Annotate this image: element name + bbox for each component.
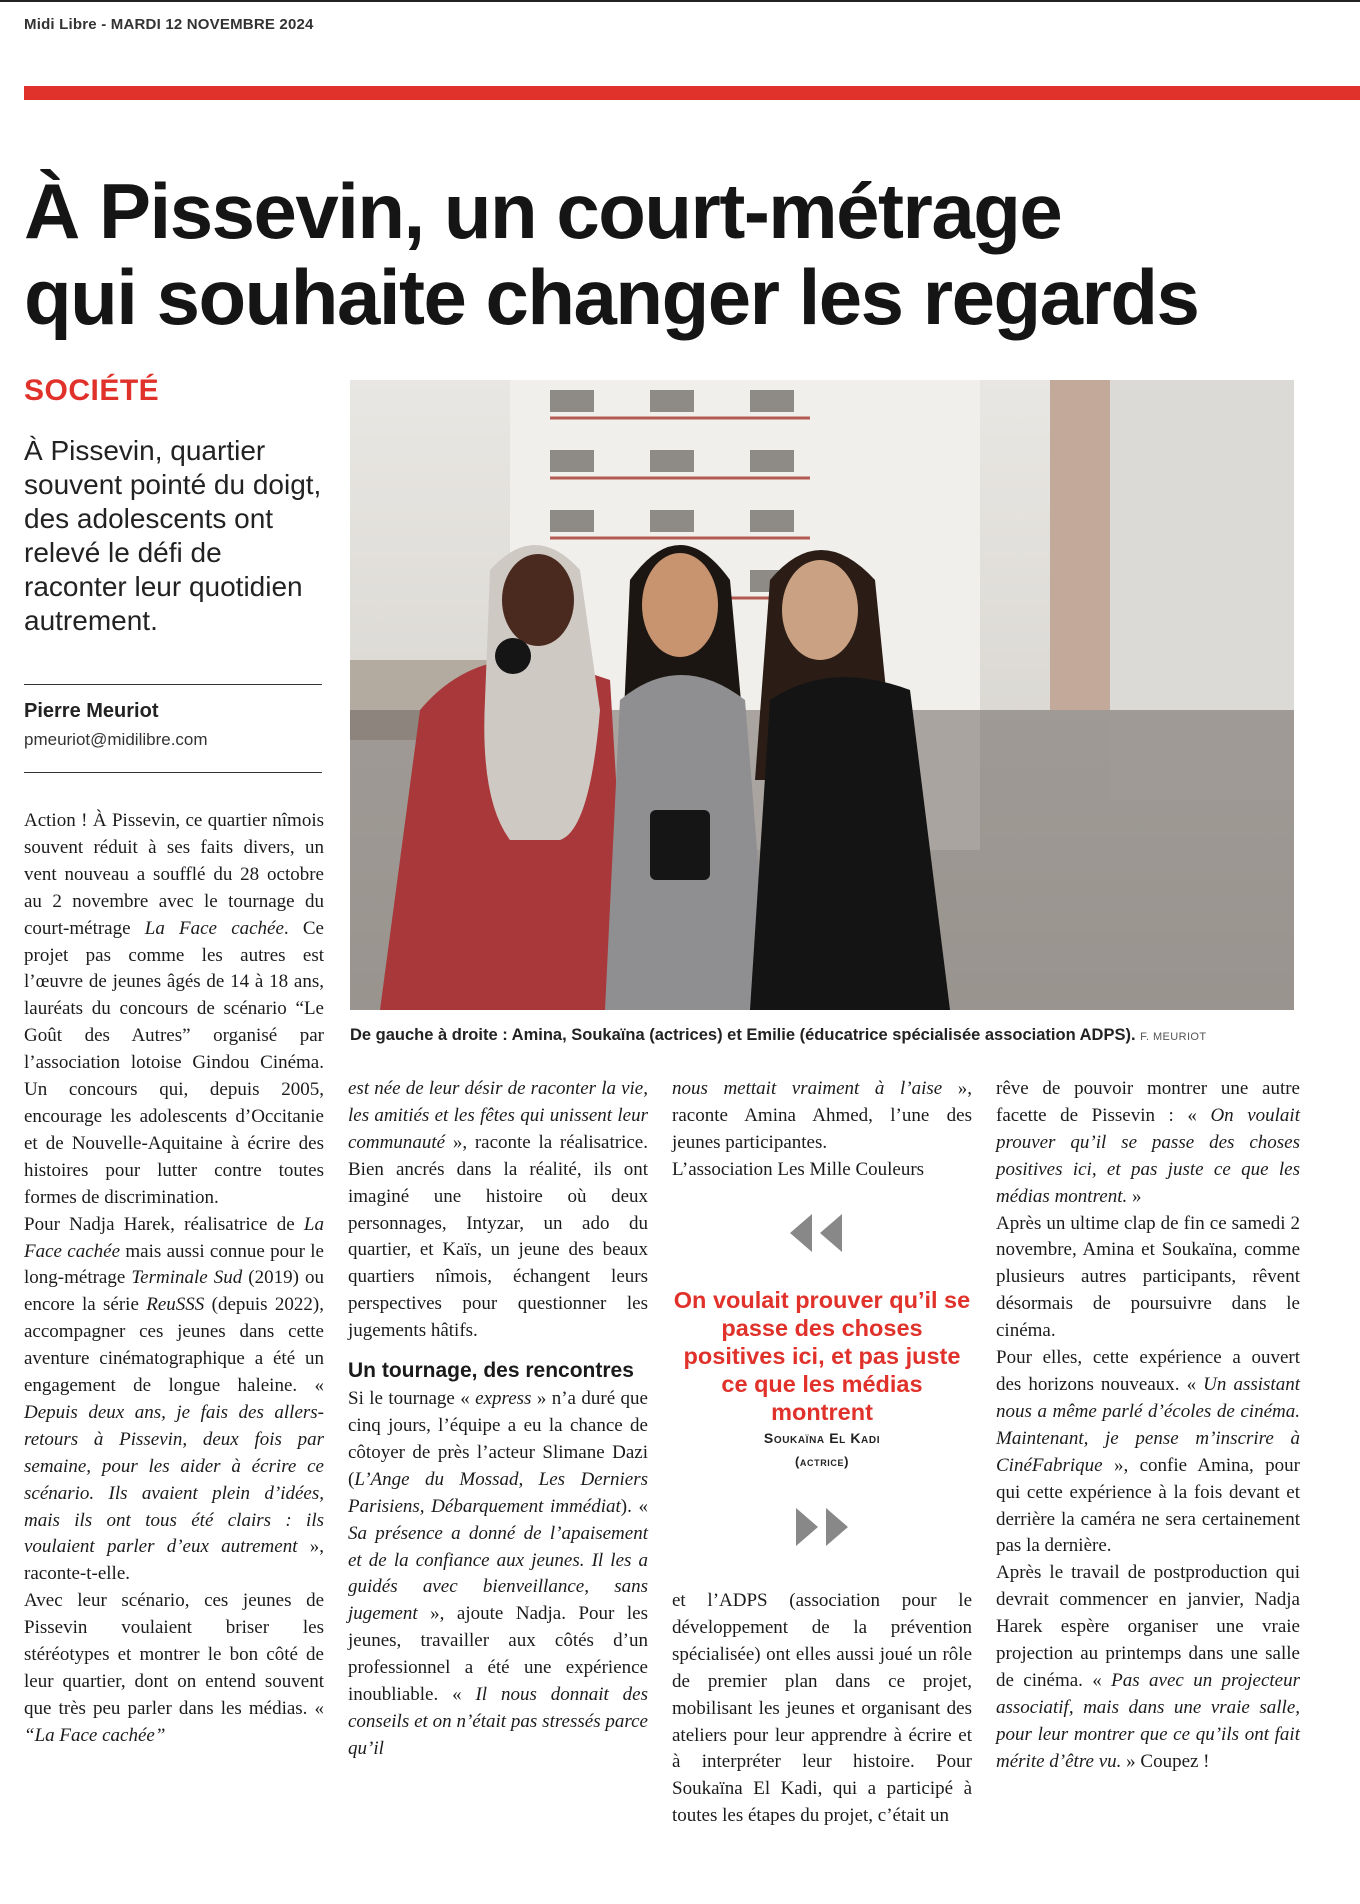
body-paragraph: Pour elles, cette expérience a ouvert des horizons nouveaux. « Un assistant nous a même parlé d’écoles de cinéma. Maintenant, je pense m’inscrire à CinéFabrique », confie Amina, pour qui cette expérience à la fois devant et derrière la caméra ne sera certainement pas la dernière. <box>996 1347 1300 1557</box>
body-paragraph: Avec leur scénario, ces jeunes de Pissevin voulaient briser les stéréotypes et montrer le bon côté de leur quartier, dont on entend souvent que très peu parler dans les médias. « “La Face cachée” <box>24 1590 324 1746</box>
issue-date: MARDI 12 NOVEMBRE 2024 <box>110 16 314 33</box>
section-label: SOCIÉTÉ <box>24 374 160 407</box>
article-column-1 <box>24 808 324 1750</box>
pull-quote: On voulait prouver qu’il se passe des choses positives ici, et pas juste ce que les médias montrent <box>673 1287 971 1425</box>
top-rule <box>0 0 1360 2</box>
article-photo <box>350 380 1294 1010</box>
photo-credit: F. MEURIOT <box>1140 1031 1207 1043</box>
body-paragraph: Après un ultime clap de fin ce samedi 2 novembre, Amina et Soukaïna, comme plusieurs autres participants, rêvent désormais de poursuivre dans le cinéma. <box>996 1212 1300 1342</box>
body-paragraph: Si le tournage « express » n’a duré que cinq jours, l’équipe a eu la chance de côtoyer de près l’acteur Slimane Dazi (L’Ange du Mossad, Les Derniers Parisiens, Débarquement immédiat). « Sa présence a donné de l’apaisement et de la confiance aux jeunes. Il les a guidés avec bienveillance, sans jugement », ajoute Nadja. Pour les jeunes, travailler aux côtés d’un professionnel a été une expérience inoubliable. « Il nous donnait des conseils et on n’était pas stressés parce qu’il <box>348 1388 648 1759</box>
body-paragraph: L’association Les Mille Couleurs <box>672 1158 925 1180</box>
divider <box>24 772 322 773</box>
subheading: Un tournage, des rencontres <box>348 1359 634 1383</box>
body-paragraph: nous mettait vraiment à l’aise », raconte Amina Ahmed, l’une des jeunes participantes. <box>672 1078 973 1153</box>
body-paragraph: est née de leur désir de raconter la vie, les amitiés et les fêtes qui unissent leur communauté », raconte la réalisatrice. Bien ancrés dans la réalité, ils ont imaginé une histoire où deux personnages, Intyzar, un ado du quartier, et Kaïs, un jeune des beaux quartiers nîmois, échangent leurs perspectives pour questionner les jugements hâtifs. <box>348 1078 648 1342</box>
byline-author: Pierre Meuriot <box>24 700 159 722</box>
photo-caption: De gauche à droite : Amina, Soukaïna (actrices) et Emilie (éducatrice spécialisée association ADPS). F. MEURIOT <box>350 1026 1207 1044</box>
masthead: Midi Libre - MARDI 12 NOVEMBRE 2024 <box>24 16 314 33</box>
publication-name: Midi Libre <box>24 16 97 33</box>
quote-author: Soukaïna El Kadi <box>763 1430 881 1446</box>
body-paragraph: rêve de pouvoir montrer une autre facette de Pissevin : « On voulait prouver qu’il se passe des choses positives ici, et pas juste ce que les médias montrent. » <box>996 1078 1300 1207</box>
photo-illustration <box>350 380 1294 1010</box>
article-column-3-bottom <box>672 1588 972 1830</box>
byline-email: pmeuriot@midilibre.com <box>24 730 208 749</box>
body-paragraph: Action ! À Pissevin, ce quartier nîmois souvent réduit à ses faits divers, un vent nouveau a soufflé du 28 octobre au 2 novembre avec le tournage du court-métrage La Face cachée. Ce projet pas comme les autres est l’œuvre de jeunes âgés de 14 à 18 ans, lauréats du concours de scénario “Le Goût des Autres” organisé par l’association lotoise Gindou Cinéma. Un concours qui, depuis 2005, encourage les adolescents d’Occitanie et de Nouvelle-Aquitaine à écrire des histoires pour lutter contre toutes formes de discrimination. <box>24 810 324 1208</box>
body-paragraph: et l’ADPS (association pour le développement de la prévention spécialisée) ont elles aussi joué un rôle de premier plan dans ce projet, mobilisant les jeunes et organisant des ateliers pour leur apprendre à écrire et à interpréter leur histoire. Pour Soukaïna El Kadi, qui a participé à toutes les étapes du projet, c’était un <box>672 1590 972 1827</box>
body-paragraph: Pour Nadja Harek, réalisatrice de La Face cachée mais aussi connue pour le long-métrage Terminale Sud (2019) ou encore la série ReuSSS (depuis 2022), accompagner ces jeunes dans cette aventure cinématographique a été un engagement de longue haleine. « Depuis deux ans, je fais des allers-retours à Pissevin, deux fois par semaine, pour les aider à écrire ce scénario. Ils avaient plein d’idées, mais ils ont tous été clairs : ils voulaient parler d’eux autrement », raconte-t-elle. <box>24 1213 325 1585</box>
article-column-3-top <box>672 1076 972 1184</box>
close-quote-icon <box>790 1502 860 1552</box>
body-paragraph: Après le travail de postproduction qui devrait commencer en janvier, Nadja Harek espère organiser une vraie projection au printemps dans une salle de cinéma. « Pas avec un projecteur associatif, mais dans une vraie salle, pour leur montrer que ce qu’ils ont fait mérite d’être vu. » Coupez ! <box>996 1562 1300 1772</box>
article-headline: À Pissevin, un court-métrage qui souhaite changer les regards <box>24 167 1199 341</box>
open-quote-icon <box>786 1208 856 1258</box>
section-color-bar <box>24 86 1360 100</box>
article-column-4 <box>996 1076 1300 1776</box>
article-lede: À Pissevin, quartier souvent pointé du doigt, des adolescents ont relevé le défi de raconter leur quotidien autrement. <box>24 435 322 636</box>
divider <box>24 684 322 685</box>
article-column-2 <box>348 1076 648 1763</box>
quote-author-role: (actrice) <box>794 1454 850 1469</box>
